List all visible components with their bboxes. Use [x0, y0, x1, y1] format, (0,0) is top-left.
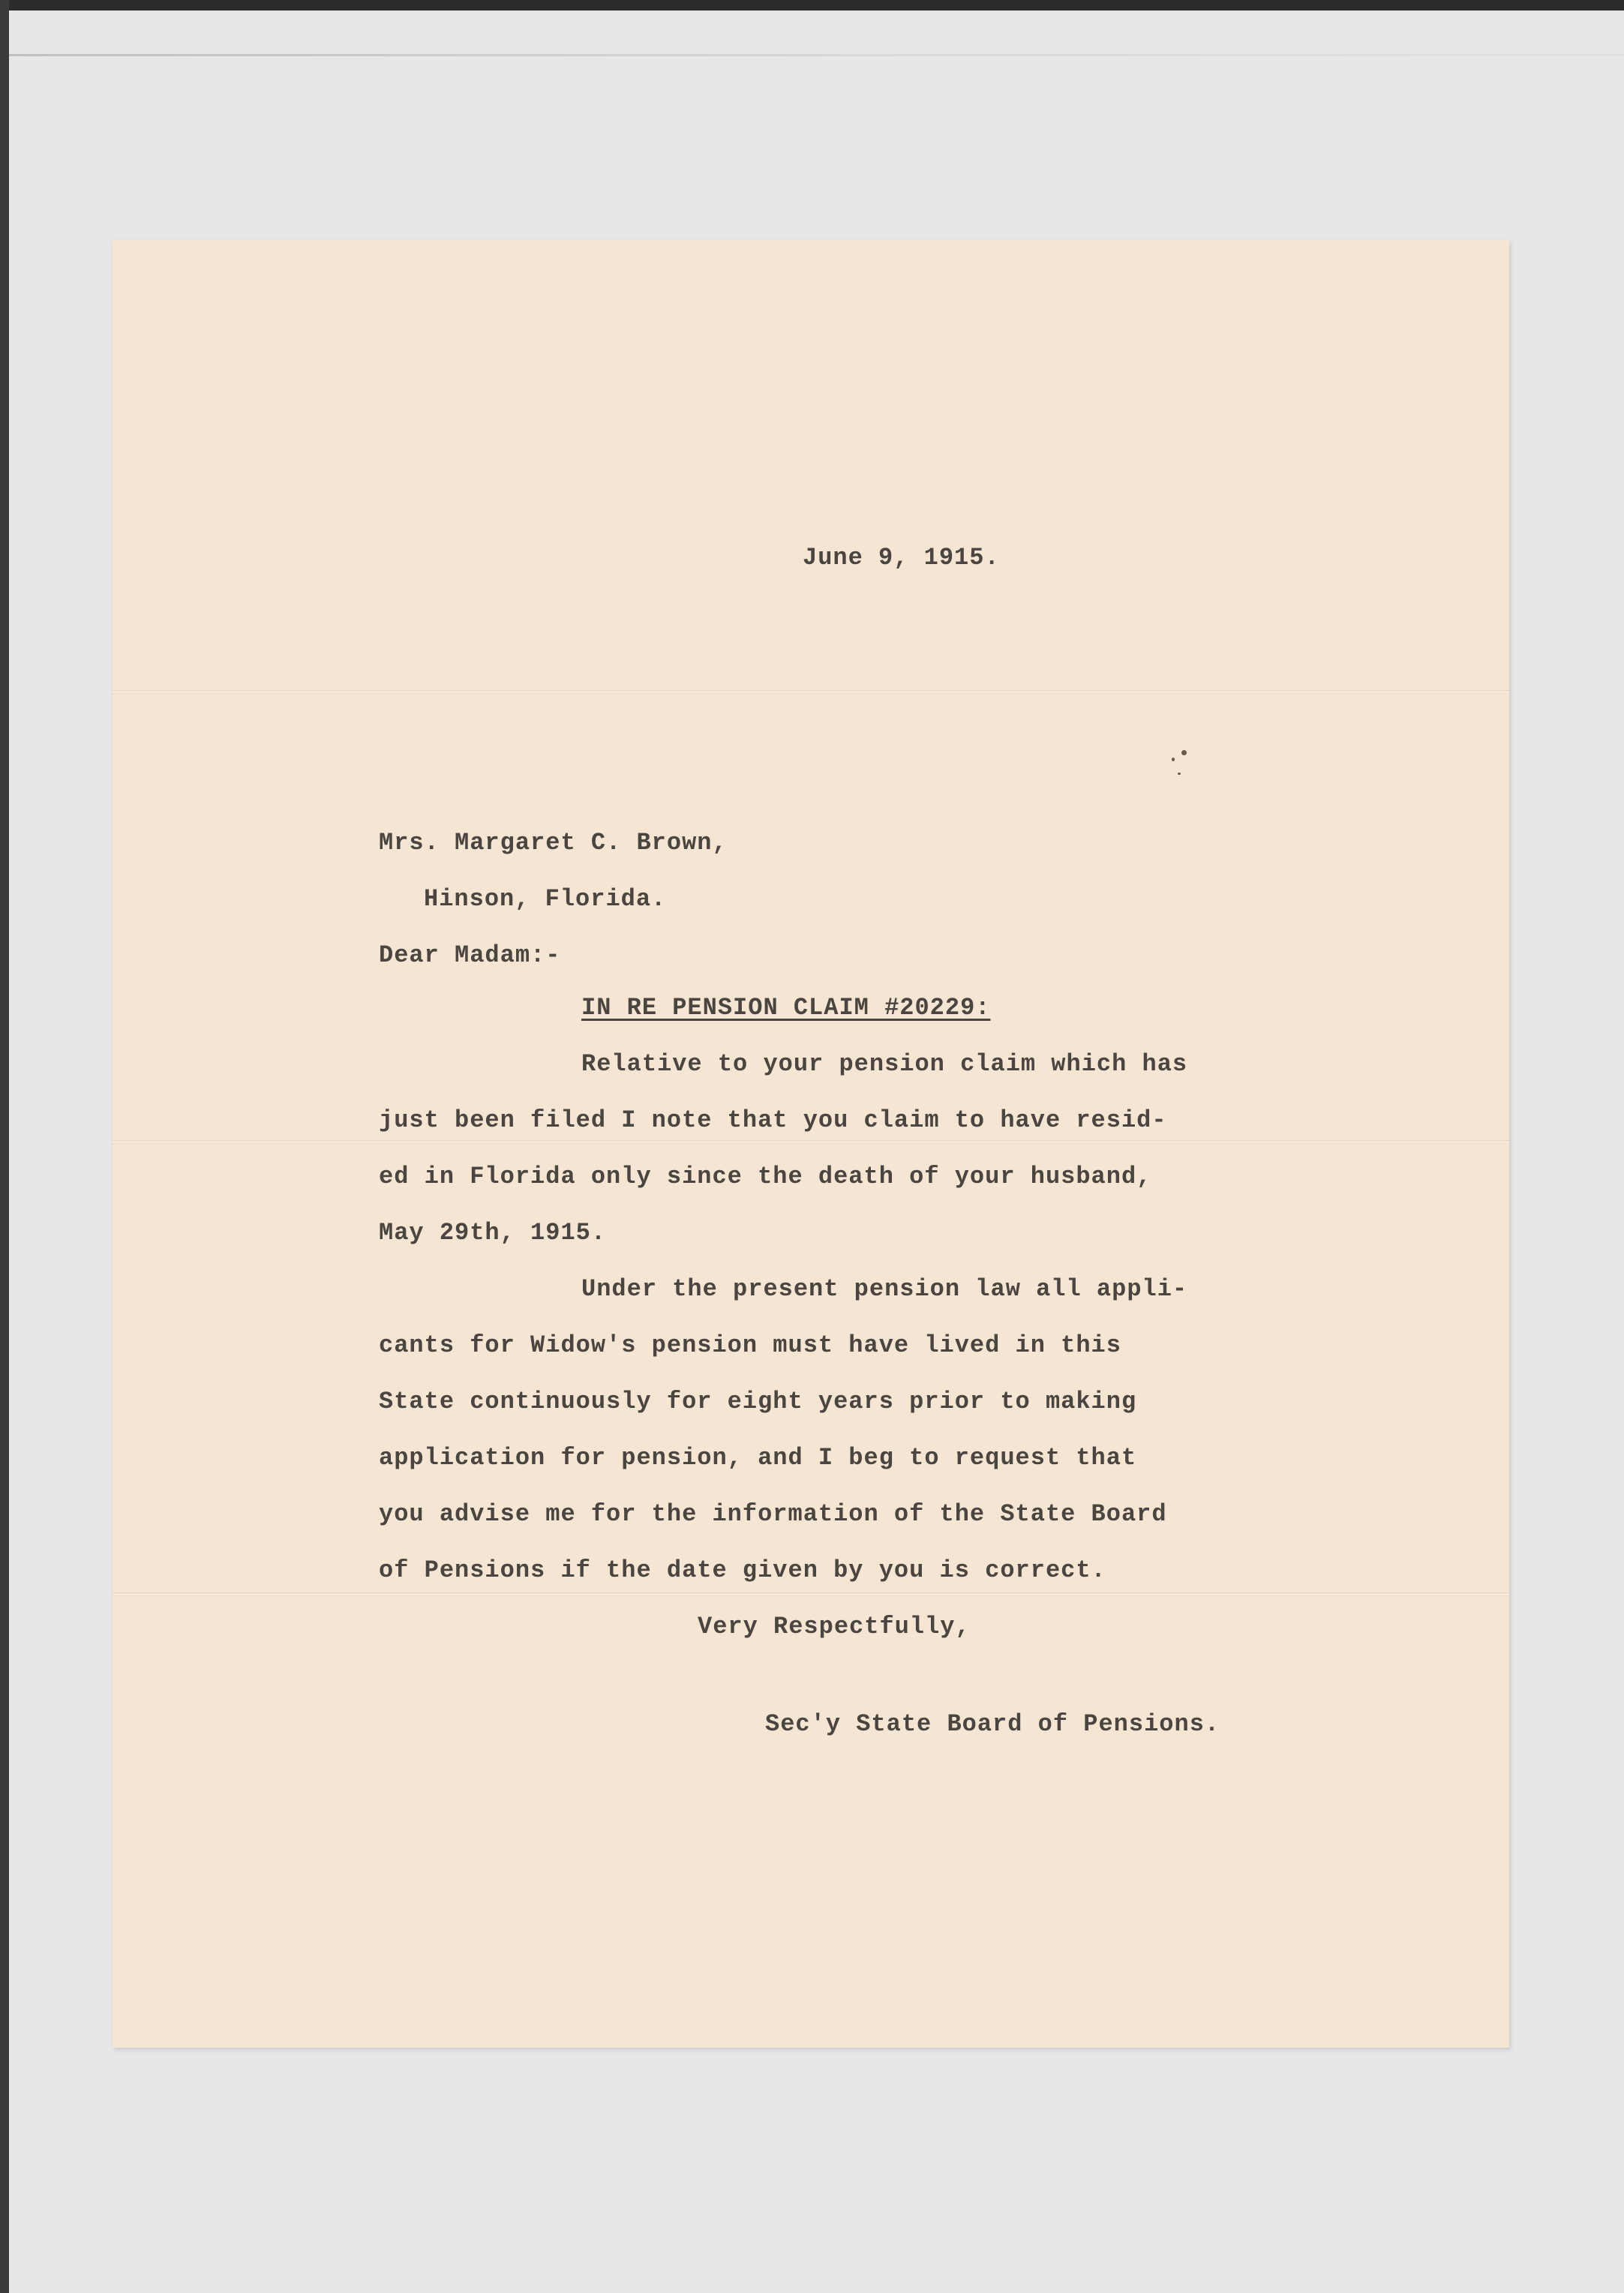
signature-title: Sec'y State Board of Pensions. — [765, 1710, 1220, 1738]
recipient-place: Hinson, Florida. — [424, 885, 667, 913]
subject-line: IN RE PENSION CLAIM #20229: — [581, 994, 991, 1022]
recipient-name: Mrs. Margaret C. Brown, — [379, 829, 728, 857]
ink-speck — [1172, 758, 1175, 761]
closing: Very Respectfully, — [698, 1613, 971, 1640]
ink-speck — [1178, 773, 1181, 775]
body-line: Relative to your pension claim which has — [581, 1050, 1188, 1078]
paper-fold — [113, 1592, 1509, 1596]
letter-sheet — [113, 240, 1509, 2048]
paper-fold — [113, 1140, 1509, 1144]
body-line: of Pensions if the date given by you is correct. — [379, 1556, 1106, 1584]
body-line: State continuously for eight years prior to making — [379, 1388, 1137, 1415]
scanner-left-edge — [0, 0, 9, 2293]
body-line: you advise me for the information of the State Board — [379, 1500, 1167, 1528]
body-line: application for pension, and I beg to request that — [379, 1444, 1137, 1472]
scanner-shadow-line — [9, 54, 1624, 56]
scanner-top-edge — [0, 0, 1624, 11]
body-line: ed in Florida only since the death of your husband, — [379, 1163, 1152, 1190]
body-line: cants for Widow's pension must have lived in this — [379, 1331, 1121, 1359]
body-line: May 29th, 1915. — [379, 1219, 607, 1247]
body-line: Under the present pension law all appli- — [581, 1275, 1188, 1303]
letter-date: June 9, 1915. — [803, 544, 1000, 572]
ink-speck — [1181, 750, 1187, 755]
paper-fold — [113, 690, 1509, 694]
body-line: just been filed I note that you claim to have resid- — [379, 1106, 1167, 1134]
salutation: Dear Madam:- — [379, 941, 561, 969]
